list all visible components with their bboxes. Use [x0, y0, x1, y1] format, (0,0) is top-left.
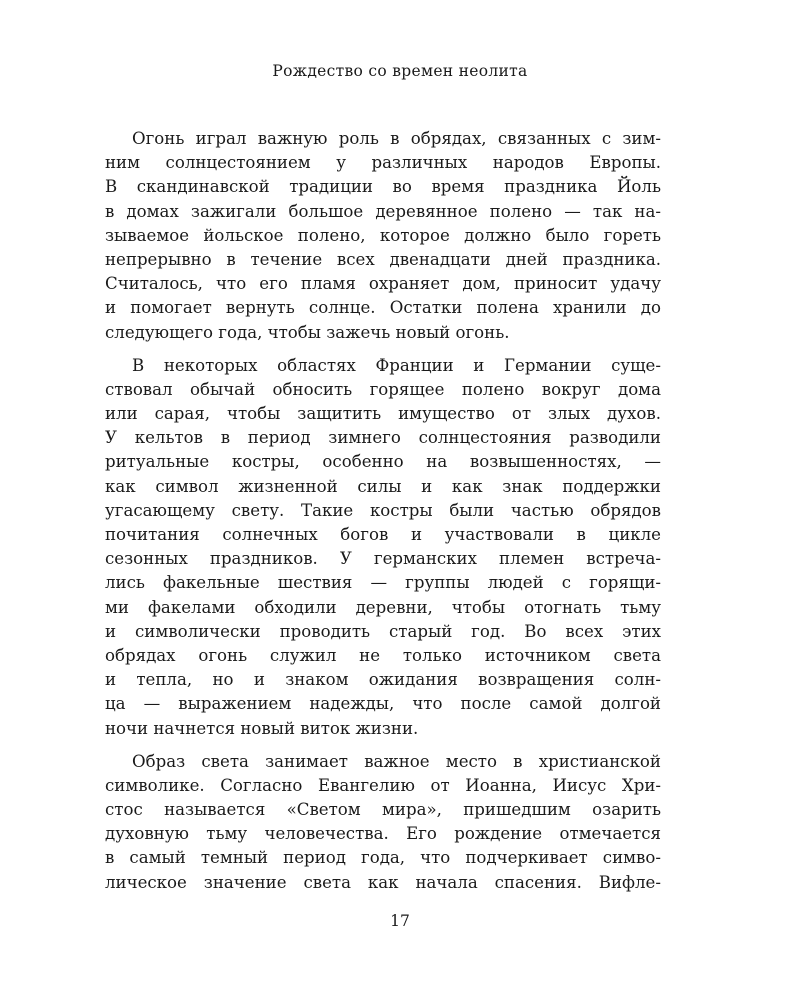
text-line: Считалось, что его пламя охраняет дом, приносит удачу	[105, 274, 661, 294]
text-line: ми факелами обходили деревни, чтобы отогнать тьму	[105, 597, 661, 617]
text-line: обрядах огонь служил не только источником света	[105, 645, 661, 665]
text-line: почитания солнечных богов и участвовали в цикле	[105, 525, 661, 544]
text-line: и помогает вернуть солнце. Остатки полена хранили до	[105, 298, 661, 318]
text-line: зываемое йольское полено, которое должно было гореть	[105, 225, 661, 245]
text-line: сезонных праздников. У германских племен встреча-	[105, 549, 661, 569]
page-number: 17	[390, 912, 410, 930]
text-line: угасающему свету. Такие костры были частью обрядов	[105, 500, 661, 520]
text-line: Образ света занимает важное место в христианской	[132, 751, 661, 771]
text-line: стос называется «Светом мира», пришедшим озарить	[105, 800, 661, 820]
text-line: ца — выражением надежды, что после самой долгой	[105, 694, 661, 714]
paragraph-gap	[105, 345, 661, 354]
text-line: ним солнцестоянием у различных народов Европы.	[105, 153, 661, 173]
text-line: У кельтов в период зимнего солнцестояния разводили	[105, 428, 661, 448]
text-line: ствовал обычай обносить горящее полено вокруг дома	[105, 379, 661, 399]
running-head: Рождество со времен неолита	[272, 62, 528, 80]
text-line: В некоторых областях Франции и Германии суще-	[132, 355, 661, 375]
text-line: Огонь играл важную роль в обрядах, связанных с зим-	[132, 129, 661, 148]
text-line: в домах зажигали большое деревянное полено — так на-	[105, 201, 661, 221]
text-line: В скандинавской традиции во время праздника Йоль	[105, 177, 661, 197]
body-text	[105, 127, 661, 895]
paragraph	[105, 354, 661, 741]
text-line: ночи начнется новый виток жизни.	[105, 718, 419, 738]
text-line: лическое значение света как начала спасения. Вифле-	[105, 872, 661, 892]
paragraph	[105, 750, 661, 895]
text-line: непрерывно в течение всех двенадцати дней праздника.	[105, 249, 661, 269]
text-line: лись факельные шествия — группы людей с горящи-	[105, 573, 661, 593]
text-line: или сарая, чтобы защитить имущество от злых духов.	[105, 404, 661, 424]
paragraph	[105, 127, 661, 345]
text-line: и символически проводить старый год. Во всех этих	[105, 621, 661, 641]
text-line: и тепла, но и знаком ожидания возвращения солн-	[105, 670, 661, 690]
text-line: следующего года, чтобы зажечь новый огонь.	[105, 322, 510, 342]
text-line: ритуальные костры, особенно на возвышенностях, —	[105, 452, 661, 472]
text-line: как символ жизненной силы и как знак поддержки	[105, 476, 661, 496]
text-line: в самый темный период года, что подчеркивает симво-	[105, 848, 661, 868]
text-line: символике. Согласно Евангелию от Иоанна, Иисус Хри-	[105, 775, 661, 795]
text-line: духовную тьму человечества. Его рождение отмечается	[105, 824, 661, 844]
paragraph-gap	[105, 741, 661, 750]
